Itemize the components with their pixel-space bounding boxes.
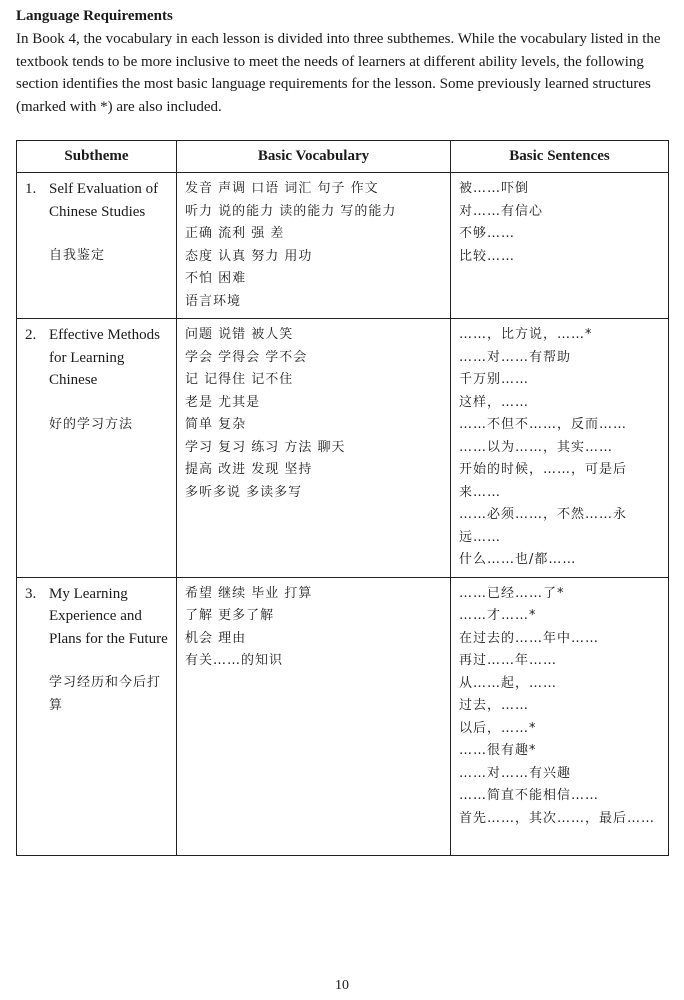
subtheme-cell xyxy=(17,577,177,855)
sentence-pattern: ……简直不能相信…… xyxy=(459,788,600,803)
sentence-pattern: 以后，……* xyxy=(459,720,537,736)
sentence-pattern: ……不但不……，反而…… xyxy=(459,417,628,432)
sentence-pattern: 什么……也/都…… xyxy=(459,552,577,567)
subtheme-chinese-title: 好的学习方法 xyxy=(49,416,134,432)
vocabulary-line: 正确 流利 强 差 xyxy=(185,226,285,241)
table-row xyxy=(17,173,669,319)
sentence-pattern: 这样，…… xyxy=(459,394,530,410)
sentence-pattern: 首先……，其次……，最后…… xyxy=(459,810,656,826)
vocabulary-cell xyxy=(177,319,451,578)
sentence-pattern: 不够…… xyxy=(459,226,516,241)
vocabulary-line: 发音 声调 口语 词汇 句子 作文 xyxy=(185,181,379,196)
sentences-cell xyxy=(451,577,669,855)
vocabulary-line: 提高 改进 发现 坚持 xyxy=(185,462,313,477)
subtheme-chinese-title: 学习经历和今后打算 xyxy=(49,675,162,713)
header-basic-vocabulary: Basic Vocabulary xyxy=(177,141,451,173)
subtheme-number: 1. xyxy=(25,181,37,197)
sentence-pattern: ……对……有兴趣 xyxy=(459,765,572,781)
subtheme-title: Effective Methods for Learning Chinese xyxy=(49,327,160,388)
sentence-pattern: ……才……* xyxy=(459,608,537,623)
intro-paragraph: In Book 4, the vocabulary in each lesson is divided into three subthemes. While the vocabulary listed in the textbook tends to be more inclusive to meet the needs of learners at different ability levels, the following section identifies the most basic language requirements for the lesson. Some previously learned structures (marked with *) are also included. xyxy=(16,31,661,115)
sentence-pattern: ……，比方说，……* xyxy=(459,327,593,342)
sentence-pattern: 过去，…… xyxy=(459,698,530,713)
vocabulary-line: 问题 说错 被人笑 xyxy=(185,327,294,342)
section-heading: Language Requirements xyxy=(16,8,173,24)
sentences-cell xyxy=(451,319,669,578)
vocabulary-line: 学会 学得会 学不会 xyxy=(185,349,308,365)
vocabulary-line: 有关……的知识 xyxy=(185,653,284,668)
table-header-row xyxy=(17,141,669,173)
vocabulary-line: 希望 继续 毕业 打算 xyxy=(185,585,313,601)
vocabulary-line: 不怕 困难 xyxy=(185,271,247,286)
sentence-pattern: ……以为……，其实…… xyxy=(459,439,614,455)
subtheme-cell xyxy=(17,319,177,578)
sentence-pattern: ……很有趣* xyxy=(459,743,537,758)
vocabulary-line: 态度 认真 努力 用功 xyxy=(185,248,313,264)
sentence-pattern: 开始的时候，……，可是后来…… xyxy=(459,462,628,500)
subtheme-cell xyxy=(17,173,177,319)
vocabulary-line: 记 记得住 记不住 xyxy=(185,372,294,387)
vocabulary-line: 学习 复习 练习 方法 聊天 xyxy=(185,439,346,455)
vocabulary-line: 老是 尤其是 xyxy=(185,394,261,410)
subtheme-number: 3. xyxy=(25,585,37,602)
subtheme-title: My Learning Experience and Plans for the Future xyxy=(49,585,168,647)
header-basic-sentences: Basic Sentences xyxy=(451,141,669,173)
sentence-pattern: ……已经……了* xyxy=(459,585,565,601)
sentence-pattern: ……对……有帮助 xyxy=(459,349,572,365)
vocabulary-line: 听力 说的能力 读的能力 写的能力 xyxy=(185,203,397,219)
vocabulary-cell xyxy=(177,173,451,319)
sentence-pattern: 比较…… xyxy=(459,248,516,264)
sentence-pattern: 对……有信心 xyxy=(459,203,544,219)
page-number: 10 xyxy=(335,978,349,993)
subtheme-title: Self Evaluation of Chinese Studies xyxy=(49,181,159,220)
vocabulary-line: 简单 复杂 xyxy=(185,417,247,432)
sentence-pattern: 被……吓倒 xyxy=(459,181,530,196)
sentence-pattern: ……必须……，不然……永远…… xyxy=(459,507,628,545)
table-row xyxy=(17,577,669,855)
vocabulary-cell xyxy=(177,577,451,855)
sentence-pattern: 再过……年…… xyxy=(459,653,558,668)
vocabulary-line: 机会 理由 xyxy=(185,630,247,646)
vocabulary-line: 了解 更多了解 xyxy=(185,608,275,623)
subtheme-number: 2. xyxy=(25,327,37,343)
table-row xyxy=(17,319,669,578)
subtheme-chinese-title: 自我鉴定 xyxy=(49,248,106,263)
header-subtheme: Subtheme xyxy=(17,141,177,173)
sentence-pattern: 在过去的……年中…… xyxy=(459,630,600,646)
requirements-table xyxy=(16,140,669,856)
sentences-cell xyxy=(451,173,669,319)
sentence-pattern: 从……起，…… xyxy=(459,675,558,691)
vocabulary-line: 多听多说 多读多写 xyxy=(185,484,303,500)
vocabulary-line: 语言环境 xyxy=(185,293,242,309)
sentence-pattern: 千万别…… xyxy=(459,372,530,387)
